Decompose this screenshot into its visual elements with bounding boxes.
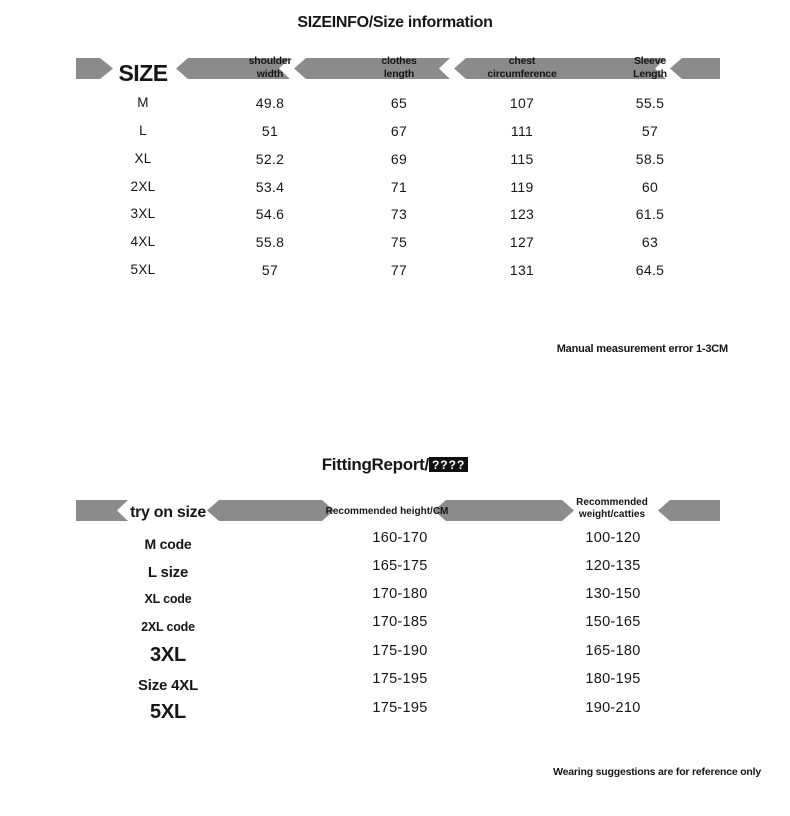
size-table-title: SIZEINFO/Size information — [297, 14, 493, 31]
recommended-height-header: Recommended height/CM — [325, 506, 449, 517]
header-line: length — [383, 68, 415, 80]
sleeve-cell: 61.5 — [635, 206, 665, 222]
table-row — [0, 92, 790, 120]
chest-circumference-header — [487, 55, 556, 81]
chest-cell: 131 — [509, 262, 535, 278]
weight-cell: 190-210 — [585, 700, 641, 716]
shoulder-cell: 51 — [261, 123, 279, 139]
measurement-error-note: Manual measurement error 1-3CM — [556, 343, 728, 355]
size-cell: Size 4XL — [137, 677, 199, 694]
table-row — [0, 176, 790, 204]
sleeve-cell: 60 — [641, 179, 659, 195]
weight-cell: 180-195 — [585, 671, 641, 687]
table-row — [0, 231, 790, 259]
size-cell: 4XL — [130, 234, 156, 249]
sleeve-cell: 55.5 — [635, 95, 665, 111]
table-row — [0, 613, 790, 641]
ribbon-arrow-segment — [434, 500, 574, 521]
clothes-cell: 71 — [390, 179, 408, 195]
ribbon-arrow-segment — [294, 58, 450, 79]
chest-cell: 115 — [510, 151, 534, 167]
shoulder-cell: 57 — [261, 262, 279, 278]
chest-cell: 107 — [509, 95, 535, 111]
table-row — [0, 120, 790, 148]
header-line: width — [256, 68, 284, 80]
header-line: Recommended — [576, 497, 648, 508]
header-line: weight/catties — [578, 509, 646, 520]
shoulder-cell: 53.4 — [255, 179, 285, 195]
clothes-cell: 73 — [390, 206, 408, 222]
table-row — [0, 529, 790, 557]
header-line: shoulder — [248, 55, 292, 67]
header-line: clothes — [381, 55, 417, 67]
sleeve-length-header — [633, 55, 667, 81]
header-line: Sleeve — [633, 55, 667, 67]
size-column-header: SIZE — [118, 60, 168, 86]
weight-cell: 130-150 — [585, 586, 641, 602]
clothes-cell: 75 — [390, 234, 408, 250]
height-cell: 170-185 — [372, 614, 428, 630]
clothes-cell: 77 — [390, 262, 408, 278]
size-cell: XL — [134, 151, 152, 166]
chest-cell: 123 — [509, 206, 535, 222]
table-row — [0, 670, 790, 698]
table-row — [0, 148, 790, 176]
table-row — [0, 203, 790, 231]
size-cell: L size — [147, 564, 189, 581]
recommended-weight-header — [576, 497, 648, 521]
size-cell: 3XL — [130, 206, 156, 221]
ribbon-arrow-segment — [207, 500, 334, 521]
ribbon-arrow-segment — [76, 58, 113, 79]
ribbon-arrow-segment — [670, 58, 720, 79]
missing-glyphs-box: ???? — [429, 457, 468, 472]
sleeve-cell: 63 — [641, 234, 659, 250]
table-row — [0, 259, 790, 287]
ribbon-arrow-segment — [76, 500, 128, 521]
size-cell: 2XL code — [141, 620, 195, 634]
table-row — [0, 642, 790, 670]
clothes-cell: 67 — [390, 123, 408, 139]
header-line: Length — [633, 68, 667, 80]
size-cell: 5XL — [130, 262, 156, 277]
header-line: chest — [508, 55, 536, 67]
height-cell: 170-180 — [372, 586, 428, 602]
chest-cell: 111 — [510, 123, 534, 139]
shoulder-cell: 52.2 — [255, 151, 285, 167]
weight-cell: 120-135 — [585, 558, 641, 574]
table-row — [0, 557, 790, 585]
size-cell: M — [137, 95, 149, 110]
height-cell: 160-170 — [372, 530, 428, 546]
weight-cell: 150-165 — [585, 614, 641, 630]
height-cell: 165-175 — [372, 558, 428, 574]
weight-cell: 100-120 — [585, 530, 641, 546]
size-cell: 3XL — [149, 644, 187, 666]
size-cell: XL code — [144, 592, 192, 606]
size-cell: L — [139, 123, 147, 138]
size-cell: 5XL — [149, 701, 187, 723]
height-cell: 175-190 — [372, 643, 428, 659]
size-cell: 2XL — [130, 179, 156, 194]
chest-cell: 127 — [509, 234, 535, 250]
clothes-cell: 65 — [390, 95, 408, 111]
shoulder-cell: 55.8 — [255, 234, 285, 250]
sleeve-cell: 57 — [641, 123, 659, 139]
table-row — [0, 585, 790, 613]
height-cell: 175-195 — [372, 671, 428, 687]
clothes-cell: 69 — [390, 151, 408, 167]
chest-cell: 119 — [510, 179, 534, 195]
shoulder-width-header — [249, 55, 292, 81]
header-line: circumference — [487, 68, 557, 80]
wearing-suggestion-note: Wearing suggestions are for reference only — [553, 766, 761, 778]
shoulder-cell: 54.6 — [255, 206, 285, 222]
size-cell: M code — [144, 536, 192, 552]
sleeve-cell: 58.5 — [635, 151, 665, 167]
fitting-table-title — [0, 455, 790, 475]
clothes-length-header — [381, 55, 416, 81]
table-row — [0, 699, 790, 727]
fitting-title-text: FittingReport/ — [321, 455, 429, 474]
weight-cell: 165-180 — [585, 643, 641, 659]
try-on-size-header: try on size — [130, 504, 206, 521]
height-cell: 175-195 — [372, 700, 428, 716]
sleeve-cell: 64.5 — [635, 262, 665, 278]
shoulder-cell: 49.8 — [255, 95, 285, 111]
ribbon-arrow-segment — [658, 500, 720, 521]
